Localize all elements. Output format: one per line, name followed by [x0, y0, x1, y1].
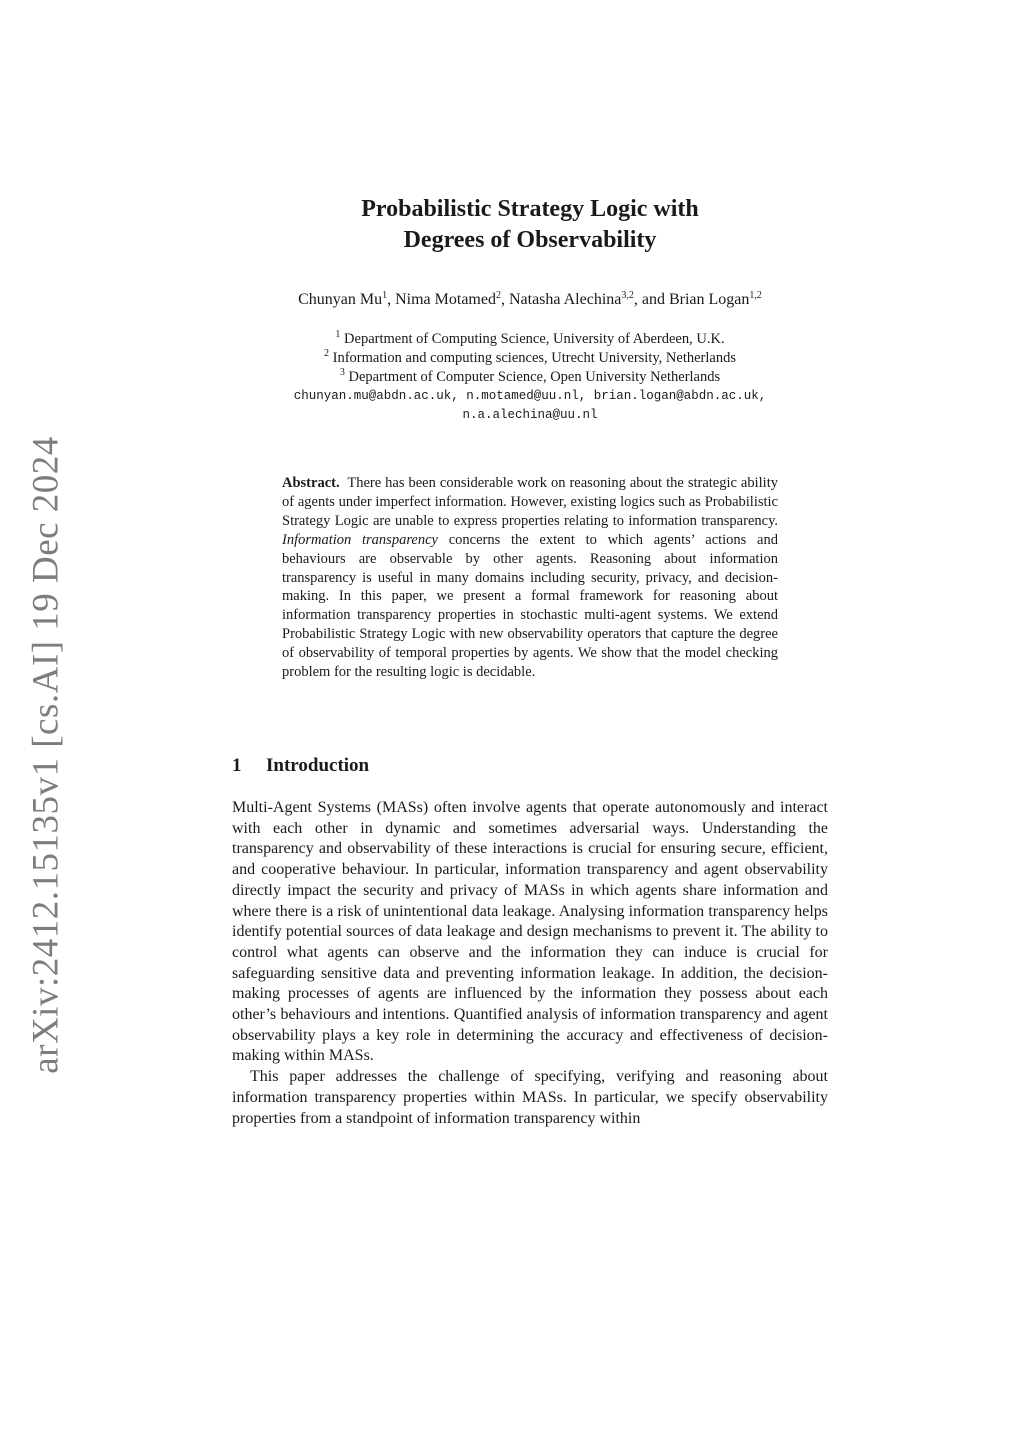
author-list — [232, 291, 828, 309]
affiliation — [232, 368, 828, 387]
author — [298, 291, 387, 308]
paper-title-line-1: Probabilistic Strategy Logic with — [361, 196, 699, 222]
author-separator: , — [500, 291, 509, 308]
abstract — [282, 474, 778, 682]
author-separator: , and — [633, 291, 669, 308]
affiliation-text: Department of Computing Science, University of Aberdeen, U.K. — [344, 331, 725, 347]
affiliation — [232, 330, 828, 349]
paragraph: Multi-Agent Systems (MASs) often involve agents that operate autonomously and interact with each other in dynamic and sometimes adversarial ways. Understanding the transparency and observability of these interactions is crucial for ensuring secure, efficient, and cooperative behaviour. In particular, information transparency and agent observability directly impact the security and privacy of MASs in which agents share information and where there is a risk of unintentional data leakage. Analysing information transparency helps identify potential sources of data leakage and design mechanisms to prevent it. The ability to control what agents can observe and the information they can induce is crucial for safeguarding sensitive data and preventing information leakage. In addition, the decision-making processes of agents are influenced by the information they possess about each other’s behaviours and intentions. Quantified analysis of information transparency and agent observability plays a key role in determining the accuracy and effectiveness of decision-making within MASs. — [232, 799, 828, 1065]
email-line-1: chunyan.mu@abdn.ac.uk, n.motamed@uu.nl, brian.logan@abdn.ac.uk, — [293, 389, 767, 403]
affiliation-text: Department of Computer Science, Open University Netherlands — [348, 369, 721, 385]
author-name: Brian Logan — [668, 291, 750, 308]
affiliation-block — [232, 330, 828, 425]
affiliation-mark: 2 — [324, 348, 330, 359]
paper-title — [232, 194, 828, 256]
abstract-text: There has been considerable work on reasoning about the strategic ability of agents under imperfect information. However, existing logics such as Probabilistic Strategy Logic are unable to express properties relating to information transparency. — [282, 475, 778, 529]
abstract-label: Abstract. — [282, 475, 340, 491]
author-emails — [232, 387, 828, 425]
abstract-emphasis: Information transparency — [282, 531, 438, 548]
author — [669, 291, 762, 308]
author-affiliation-mark: 1,2 — [749, 290, 762, 301]
author-affiliation-mark: 3,2 — [621, 290, 634, 301]
affiliation-mark: 3 — [339, 367, 345, 378]
section-heading — [232, 755, 369, 777]
paper-title-line-2: Degrees of Observability — [403, 227, 657, 253]
author — [509, 291, 634, 308]
author-name: Chunyan Mu — [298, 291, 383, 308]
affiliation-text: Information and computing sciences, Utrecht University, Netherlands — [332, 350, 736, 366]
affiliation — [232, 349, 828, 368]
abstract-text: concerns the extent to which agents’ actions and behaviours are observable by other agents. Reasoning about information transparency is useful in many domains including security, privacy, and decision-making. In this paper, we present a formal framework for reasoning about information transparency properties in stochastic multi-agent systems. We extend Probabilistic Strategy Logic with new observability operators that capture the degree of observability of temporal properties by agents. We show that the model checking problem for the resulting logic is decidable. — [282, 531, 778, 681]
arxiv-identifier-stamp: arXiv:2412.15135v1 [cs.AI] 19 Dec 2024 — [25, 436, 67, 1074]
author — [395, 291, 501, 308]
section-title: Introduction — [266, 755, 370, 776]
author-separator: , — [387, 291, 396, 308]
paragraph: This paper addresses the challenge of specifying, verifying and reasoning about information transparency properties within MASs. In particular, we specify observability properties from a standpoint of information transparency within — [232, 1068, 828, 1127]
affiliation-mark: 1 — [335, 329, 341, 340]
section-number: 1 — [232, 755, 242, 776]
author-name: Nima Motamed — [395, 291, 496, 308]
section-body — [232, 798, 828, 1129]
author-affiliation-mark: 2 — [495, 290, 501, 301]
author-affiliation-mark: 1 — [382, 290, 388, 301]
author-name: Natasha Alechina — [508, 291, 622, 308]
email-line-2: n.a.alechina@uu.nl — [462, 408, 598, 422]
